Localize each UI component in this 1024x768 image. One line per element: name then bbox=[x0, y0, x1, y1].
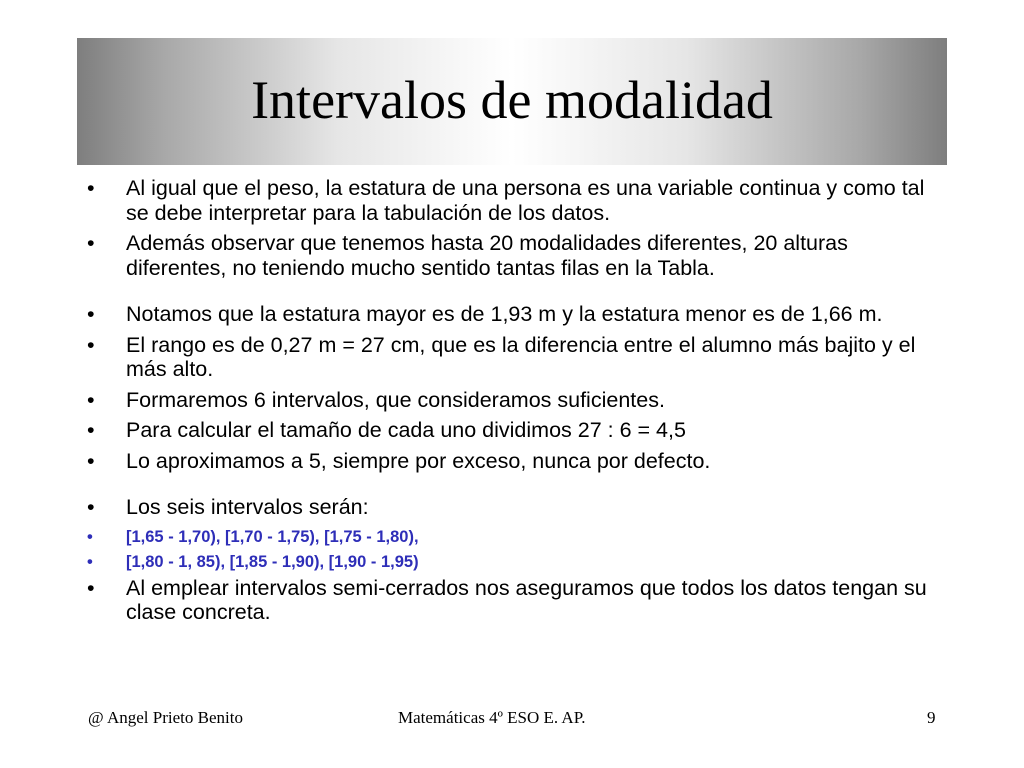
bullet-list bbox=[84, 176, 944, 631]
bullet-item bbox=[84, 418, 944, 443]
bullet-icon: • bbox=[87, 176, 95, 200]
bullet-text: Lo aproximamos a 5, siempre por exceso, nunca por defecto. bbox=[126, 448, 711, 473]
interval-text: [1,80 - 1, 85), [1,85 - 1,90), [1,90 - 1,95) bbox=[126, 552, 419, 571]
bullet-icon: • bbox=[87, 448, 95, 473]
bullet-item bbox=[84, 495, 944, 520]
interval-text: [1,65 - 1,70), [1,70 - 1,75), [1,75 - 1,80), bbox=[126, 527, 419, 546]
bullet-icon: • bbox=[87, 575, 95, 600]
bullet-icon: • bbox=[87, 418, 95, 442]
title-bar bbox=[77, 38, 947, 165]
interval-item bbox=[84, 526, 944, 548]
bullet-icon: • bbox=[87, 302, 95, 326]
bullet-item bbox=[84, 302, 944, 327]
bullet-icon: • bbox=[87, 332, 95, 357]
footer-author: @ Angel Prieto Benito bbox=[88, 708, 243, 727]
bullet-text: Al emplear intervalos semi-cerrados nos aseguramos que todos los datos tengan su clase concreta. bbox=[126, 575, 927, 624]
bullet-text: Para calcular el tamaño de cada uno dividimos 27 : 6 = 4,5 bbox=[126, 418, 686, 442]
bullet-text: Además observar que tenemos hasta 20 modalidades diferentes, 20 alturas diferentes, no teniendo mucho sentido tantas filas en la Tabla. bbox=[126, 231, 848, 280]
bullet-text: Formaremos 6 intervalos, que consideramos suficientes. bbox=[126, 387, 665, 412]
bullet-icon: • bbox=[87, 552, 93, 571]
bullet-text: Los seis intervalos serán: bbox=[126, 495, 369, 519]
bullet-icon: • bbox=[87, 231, 95, 255]
bullet-item bbox=[84, 388, 944, 413]
interval-item bbox=[84, 551, 944, 573]
bullet-text: El rango es de 0,27 m = 27 cm, que es la diferencia entre el alumno más bajito y el más alto. bbox=[126, 332, 916, 381]
bullet-text: Al igual que el peso, la estatura de una persona es una variable continua y como tal se debe interpretar para la tabulación de los datos. bbox=[126, 176, 925, 225]
bullet-text: Notamos que la estatura mayor es de 1,93 m y la estatura menor es de 1,66 m. bbox=[126, 302, 883, 326]
bullet-item bbox=[84, 231, 944, 280]
bullet-item bbox=[84, 333, 944, 382]
bullet-icon: • bbox=[87, 495, 95, 519]
bullet-item bbox=[84, 176, 944, 225]
bullet-item bbox=[84, 449, 944, 474]
footer-course: Matemáticas 4º ESO E. AP. bbox=[398, 708, 586, 727]
bullet-icon: • bbox=[87, 387, 95, 412]
bullet-item bbox=[84, 576, 944, 625]
slide-title: Intervalos de modalidad bbox=[251, 69, 773, 130]
bullet-icon: • bbox=[87, 527, 93, 546]
footer-page-number: 9 bbox=[927, 708, 936, 727]
